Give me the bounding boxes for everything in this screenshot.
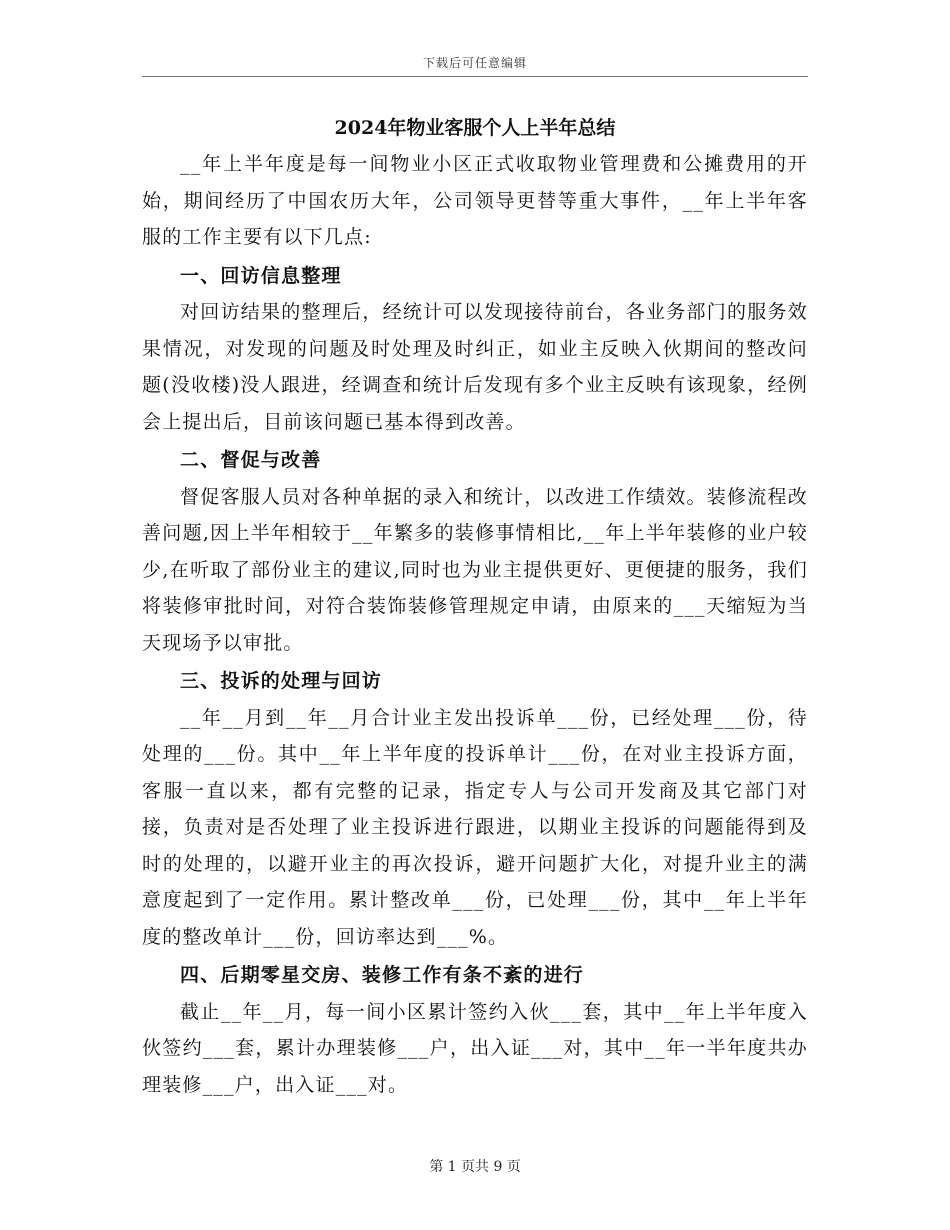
document-body xyxy=(142,114,808,1103)
section-4-body: 截止__年__月，每一间小区累计签约入伙___套，其中__年上半年度入伙签约___套，累计办理装修___户，出入证___对，其中__年一半年度共办理装修___户，出入证___对。 xyxy=(142,1000,808,1096)
section-1-body: 对回访结果的整理后，经统计可以发现接待前台，各业务部门的服务效果情况，对发现的问题及时处理及时纠正，如业主反映入伙期间的整改问题(没收楼)没人跟进，经调查和统计后发现有多个业主反映有该现象，经例会上提出后，目前该问题已基本得到改善。 xyxy=(142,301,808,433)
section-4-heading: 四、后期零星交房、装修工作有条不紊的进行 xyxy=(180,964,585,986)
header-divider xyxy=(142,76,808,77)
intro-paragraph: __年上半年度是每一间物业小区正式收取物业管理费和公摊费用的开始，期间经历了中国农历大年，公司领导更替等重大事件，__年上半年客服的工作主要有以下几点: xyxy=(142,153,808,248)
header-note: 下载后可任意编辑 xyxy=(422,56,527,70)
section-2-heading: 二、督促与改善 xyxy=(180,449,322,471)
page-number: 第 1 页共 9 页 xyxy=(429,1159,521,1175)
section-3-body: __年__月到__年__月合计业主发出投诉单___份，已经处理___份，待处理的___份。其中__年上半年度的投诉单计___份，在对业主投诉方面，客服一直以来，都有完整的记录，指定专人与公司开发商及其它部门对接，负责对是否处理了业主投诉进行跟进，以期业主投诉的问题能得到及时的处理的，以避开业主的再次投诉，避开问题扩大化，对提升业主的满意度起到了一定作用。累计整改单___份，已处理___份，其中__年上半年度的整改单计___份，回访率达到___%。 xyxy=(142,706,808,948)
section-2-body: 督促客服人员对各种单据的录入和统计，以改进工作绩效。装修流程改善问题,因上半年相较于__年繁多的装修事情相比,__年上半年装修的业户较少,在听取了部份业主的建议,同时也为业主提供更好、更便捷的服务，我们将装修审批时间，对符合装饰装修管理规定申请，由原来的___天缩短为当天现场予以审批。 xyxy=(142,485,808,654)
document-title: 2024年物业客服个人上半年总结 xyxy=(334,117,616,139)
section-1-heading: 一、回访信息整理 xyxy=(180,264,342,287)
section-3-heading: 三、投诉的处理与回访 xyxy=(180,670,383,692)
